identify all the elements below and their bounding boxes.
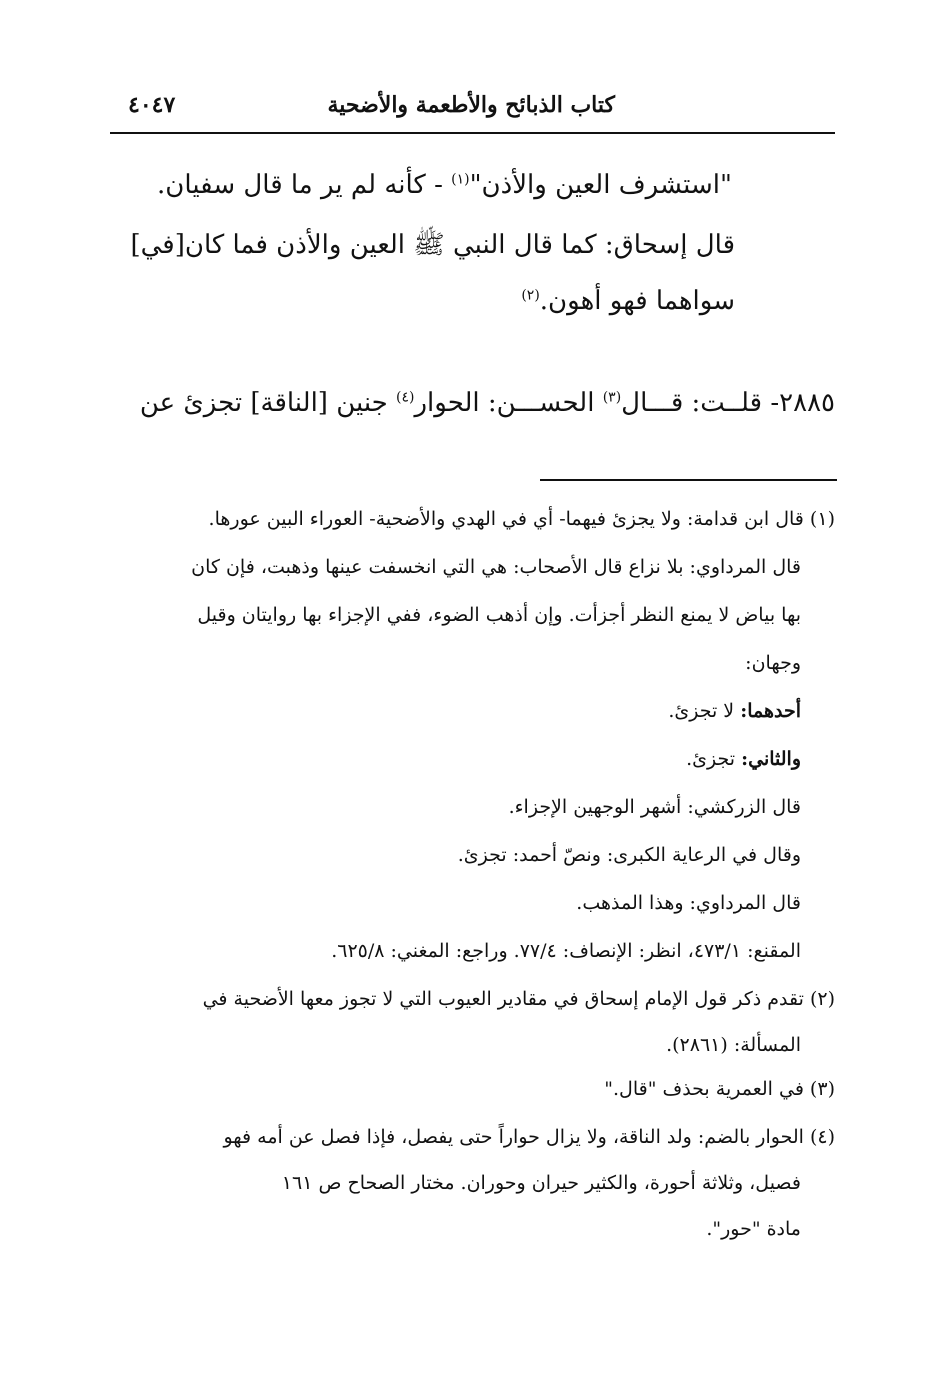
footnote-ref: (٢) — [521, 287, 540, 304]
footnote-line: مادة "حور". — [706, 1218, 801, 1240]
body-line-4 — [140, 388, 835, 418]
body-line-3 — [521, 286, 735, 316]
footnote-bold-label: أحدهما: — [740, 700, 801, 722]
body-line-2 — [130, 228, 735, 266]
header-rule — [110, 132, 835, 134]
footnote-line: المسألة: (٢٨٦١). — [666, 1034, 801, 1056]
footnote-ref: (١) — [451, 171, 470, 188]
footnote-line: (٢) تقدم ذكر قول الإمام إسحاق في مقادير العيوب التي لا تجوز معها الأضحية في — [202, 988, 835, 1010]
footnote-ref: (٣) — [602, 389, 622, 406]
body-text: قال إسحاق: كما قال النبي ﷺ العين والأذن فما كان[في] — [130, 230, 735, 260]
footnote-ref: (٤) — [396, 389, 415, 406]
footnote-line: بها بياض لا يمنع النظر أجزأت. وإن أذهب الضوء، ففي الإجزاء بها روايتان وقيل — [197, 604, 801, 626]
body-text: جنين [الناقة] تجزئ عن — [139, 388, 397, 418]
footnote-line: قال المرداوي: وهذا المذهب. — [576, 892, 801, 914]
footnote-line: قال المرداوي: بلا نزاع قال الأصحاب: هي التي انخسفت عينها وذهبت، فإن كان — [191, 556, 801, 578]
book-title: كتاب الذبائح والأطعمة والأضحية — [327, 92, 615, 118]
footnote-line: فصيل، وثلاثة أحورة، والكثير حيران وحوران. مختار الصحاح ص ١٦١ — [281, 1172, 801, 1194]
footnote-line: وقال في الرعاية الكبرى: ونصّ أحمد: تجزئ. — [457, 844, 801, 866]
page-number: ٤٠٤٧ — [128, 92, 176, 118]
footnote-text: تجزئ. — [686, 748, 742, 770]
body-text: سواهما فهو أهون. — [539, 286, 735, 316]
footnote-line: (٣) في العمرية بحذف "قال." — [604, 1078, 835, 1100]
footnote-bold-label: والثاني: — [741, 748, 801, 770]
body-text: - كأنه لم ير ما قال سفيان. — [157, 170, 452, 200]
footnote-line — [686, 748, 801, 770]
footnote-line: (٤) الحوار بالضم: ولد الناقة، ولا يزال حواراً حتى يفصل، فإذا فصل عن أمه فهو — [223, 1126, 835, 1148]
body-text: الحســـن: الحوار — [414, 388, 603, 418]
body-text: "استشرف العين والأذن" — [469, 170, 732, 200]
running-header — [110, 92, 835, 126]
body-text: ٢٨٨٥- قلــت: قـــال — [621, 388, 835, 418]
footnote-line: وجهان: — [745, 652, 801, 674]
footnote-line — [668, 700, 801, 722]
footnote-line: المقنع: ٤٧٣/١، انظر: الإنصاف: ٧٧/٤. وراجع: المغني: ٦٢٥/٨. — [331, 940, 801, 962]
footnote-text: لا تجزئ. — [668, 700, 741, 722]
footnote-line: قال الزركشي: أشهر الوجهين الإجزاء. — [508, 796, 801, 818]
body-line-1 — [157, 170, 732, 200]
footnote-rule — [540, 479, 837, 481]
footnote-line: (١) قال ابن قدامة: ولا يجزئ فيهما- أي في الهدي والأضحية- العوراء البين عورها. — [208, 508, 835, 530]
